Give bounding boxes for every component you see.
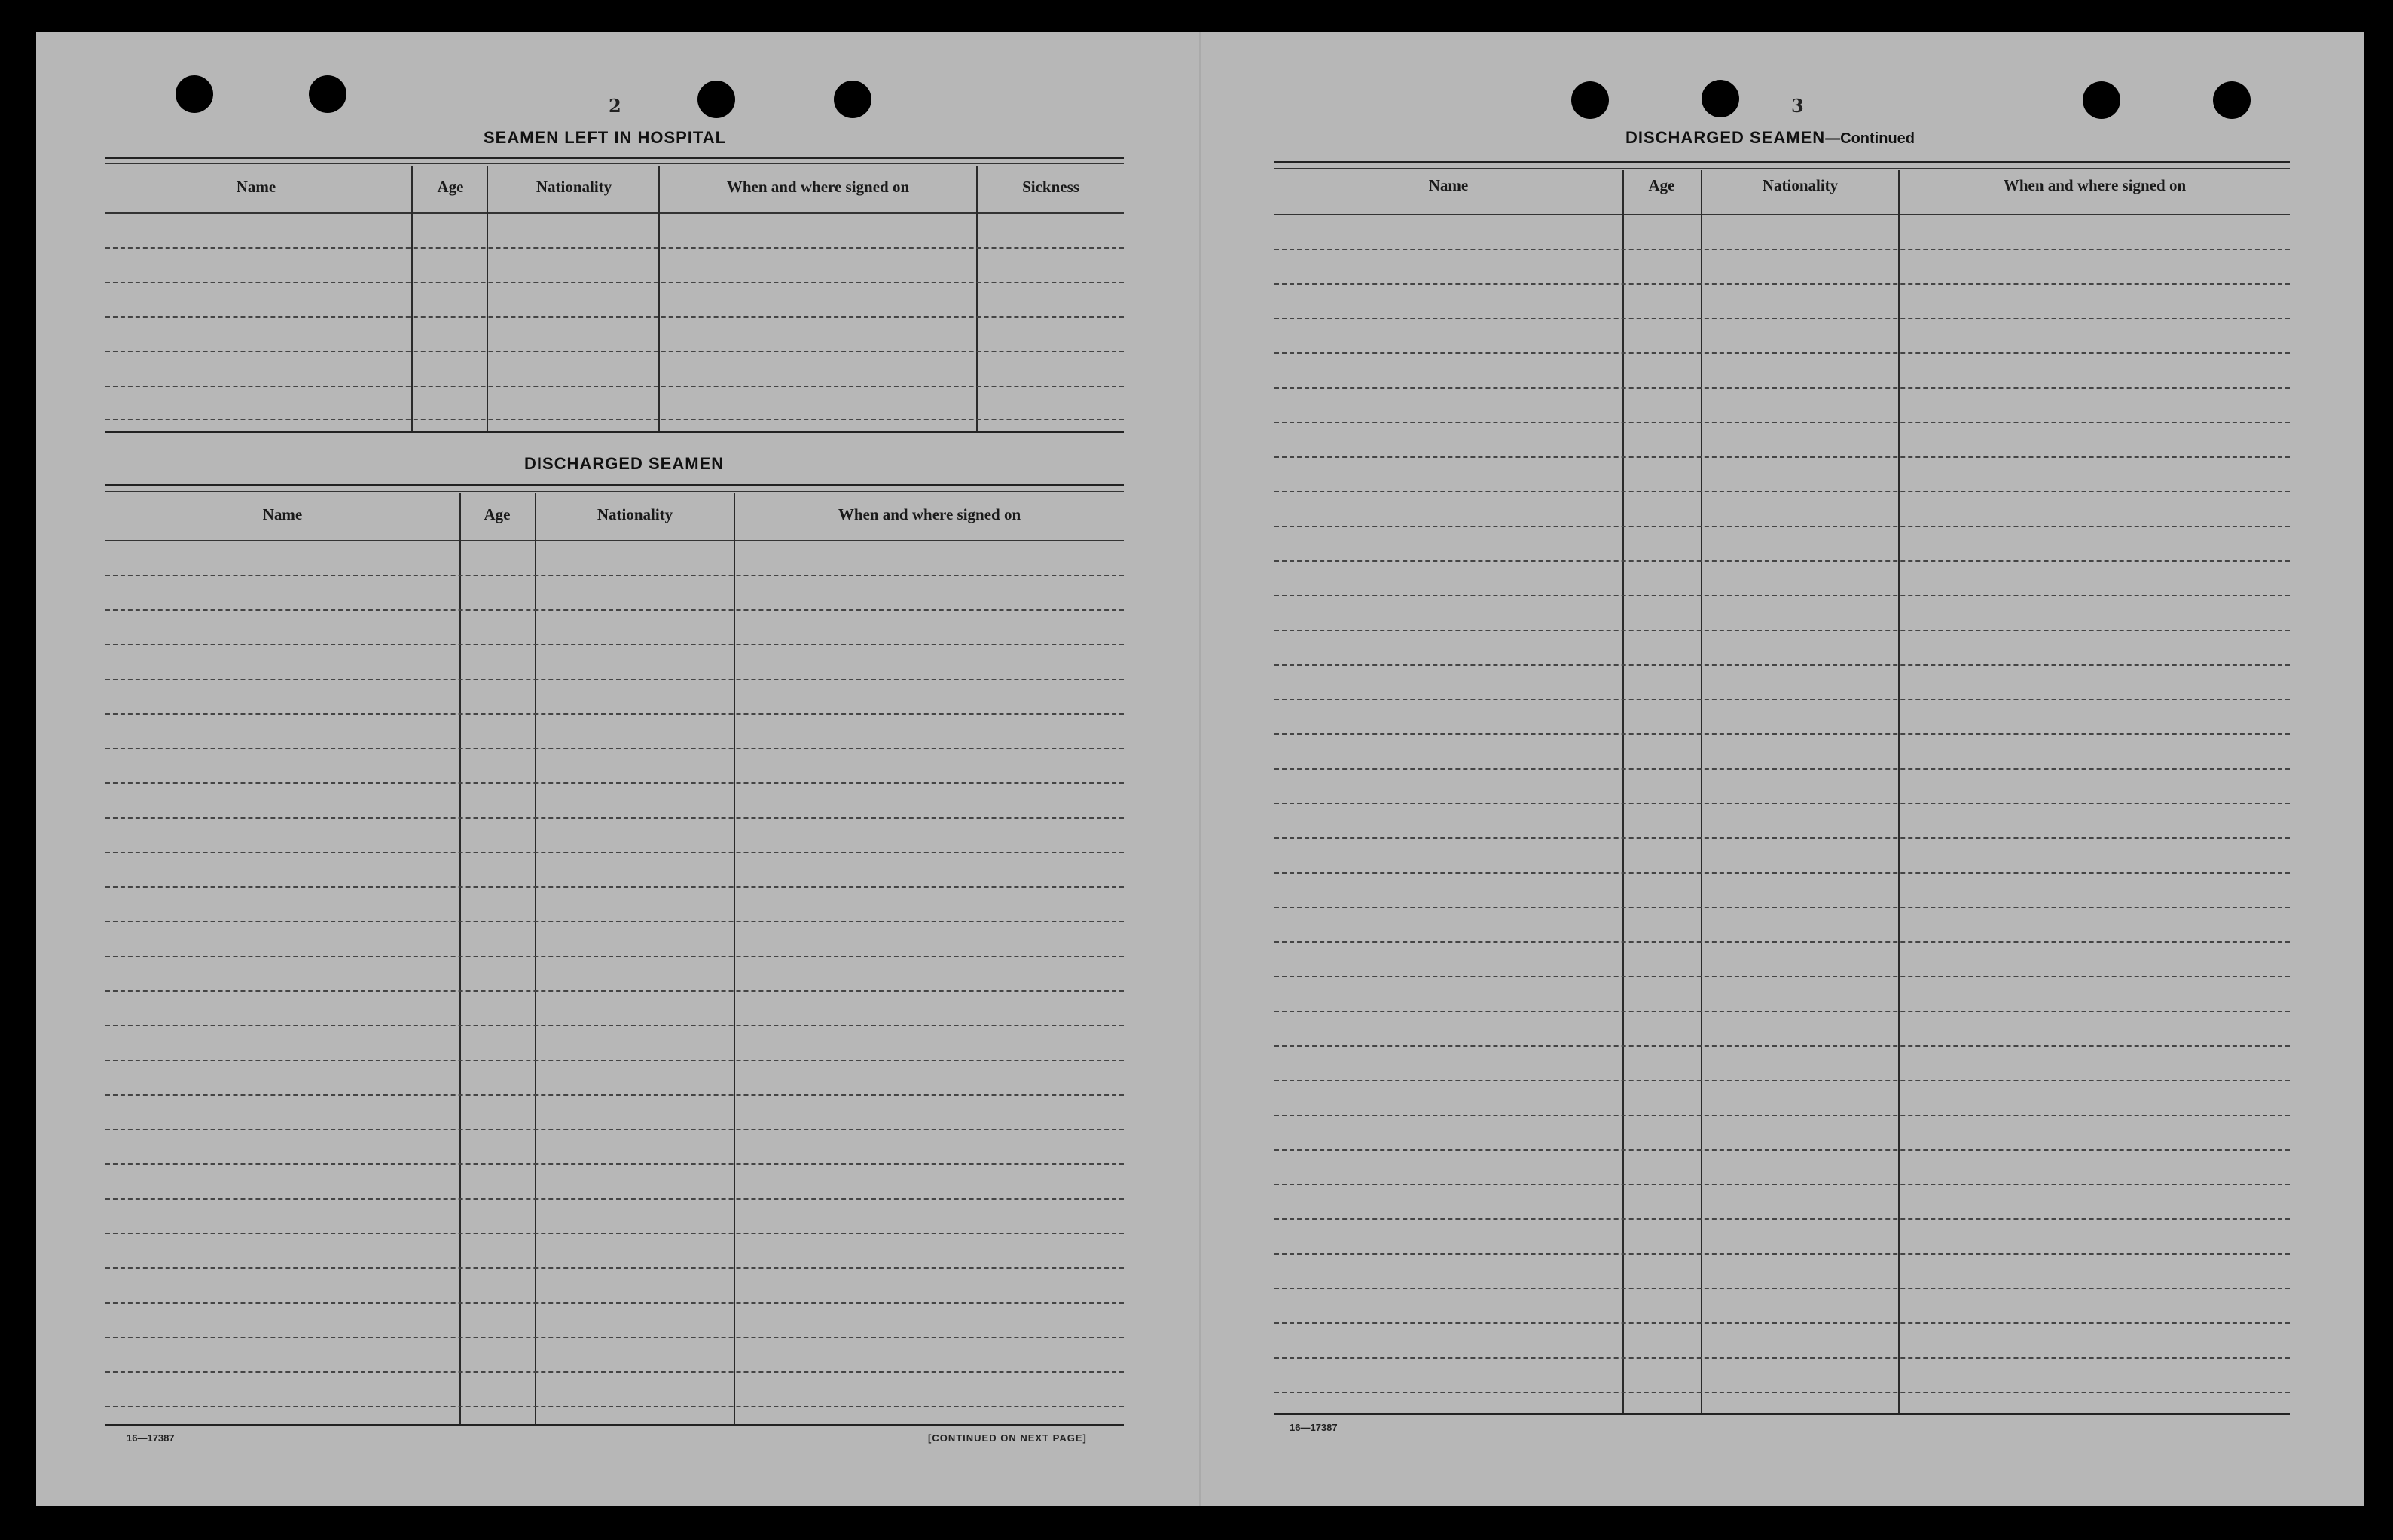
column-header-name: Name <box>236 178 276 196</box>
column-header-name: Name <box>1428 176 1469 194</box>
column-header-nationality: Nationality <box>597 505 673 523</box>
hospital-table <box>105 157 1124 435</box>
column-header-age: Age <box>437 178 464 196</box>
continued-note: [CONTINUED ON NEXT PAGE] <box>928 1432 1087 1444</box>
page-fold <box>1199 32 1201 1506</box>
column-header-signed-on: When and where signed on <box>838 505 1021 523</box>
punch-hole <box>834 81 871 118</box>
column-header-age: Age <box>1648 176 1675 194</box>
column-header-nationality: Nationality <box>1762 176 1839 194</box>
form-code-left: 16—17387 <box>127 1432 175 1444</box>
column-header-signed-on: When and where signed on <box>2003 176 2187 194</box>
column-header-age: Age <box>484 505 511 523</box>
punch-hole <box>2213 81 2251 119</box>
page-number-left: 2 <box>609 95 621 117</box>
discharged-section-title: DISCHARGED SEAMEN <box>524 454 725 473</box>
discharged-continued-title-main: DISCHARGED SEAMEN <box>1625 128 1826 147</box>
form-code-right: 16—17387 <box>1290 1422 1338 1433</box>
punch-hole <box>1571 81 1609 119</box>
punch-hole <box>2083 81 2120 119</box>
discharged-table-left <box>105 484 1124 1427</box>
column-header-name: Name <box>262 505 303 523</box>
punch-hole <box>1702 80 1739 117</box>
punch-hole <box>697 81 735 118</box>
hospital-section-title: SEAMEN LEFT IN HOSPITAL <box>484 128 727 147</box>
punch-hole <box>309 75 346 113</box>
page-number-right: 3 <box>1791 95 1804 117</box>
punch-hole <box>176 75 213 113</box>
column-header-signed-on: When and where signed on <box>726 178 910 196</box>
column-header-sickness: Sickness <box>1022 178 1079 196</box>
discharged-continued-title <box>1625 128 1915 148</box>
column-header-nationality: Nationality <box>536 178 612 196</box>
discharged-continued-title-suffix: —Continued <box>1825 130 1915 147</box>
discharged-table-right <box>1274 158 2290 1417</box>
